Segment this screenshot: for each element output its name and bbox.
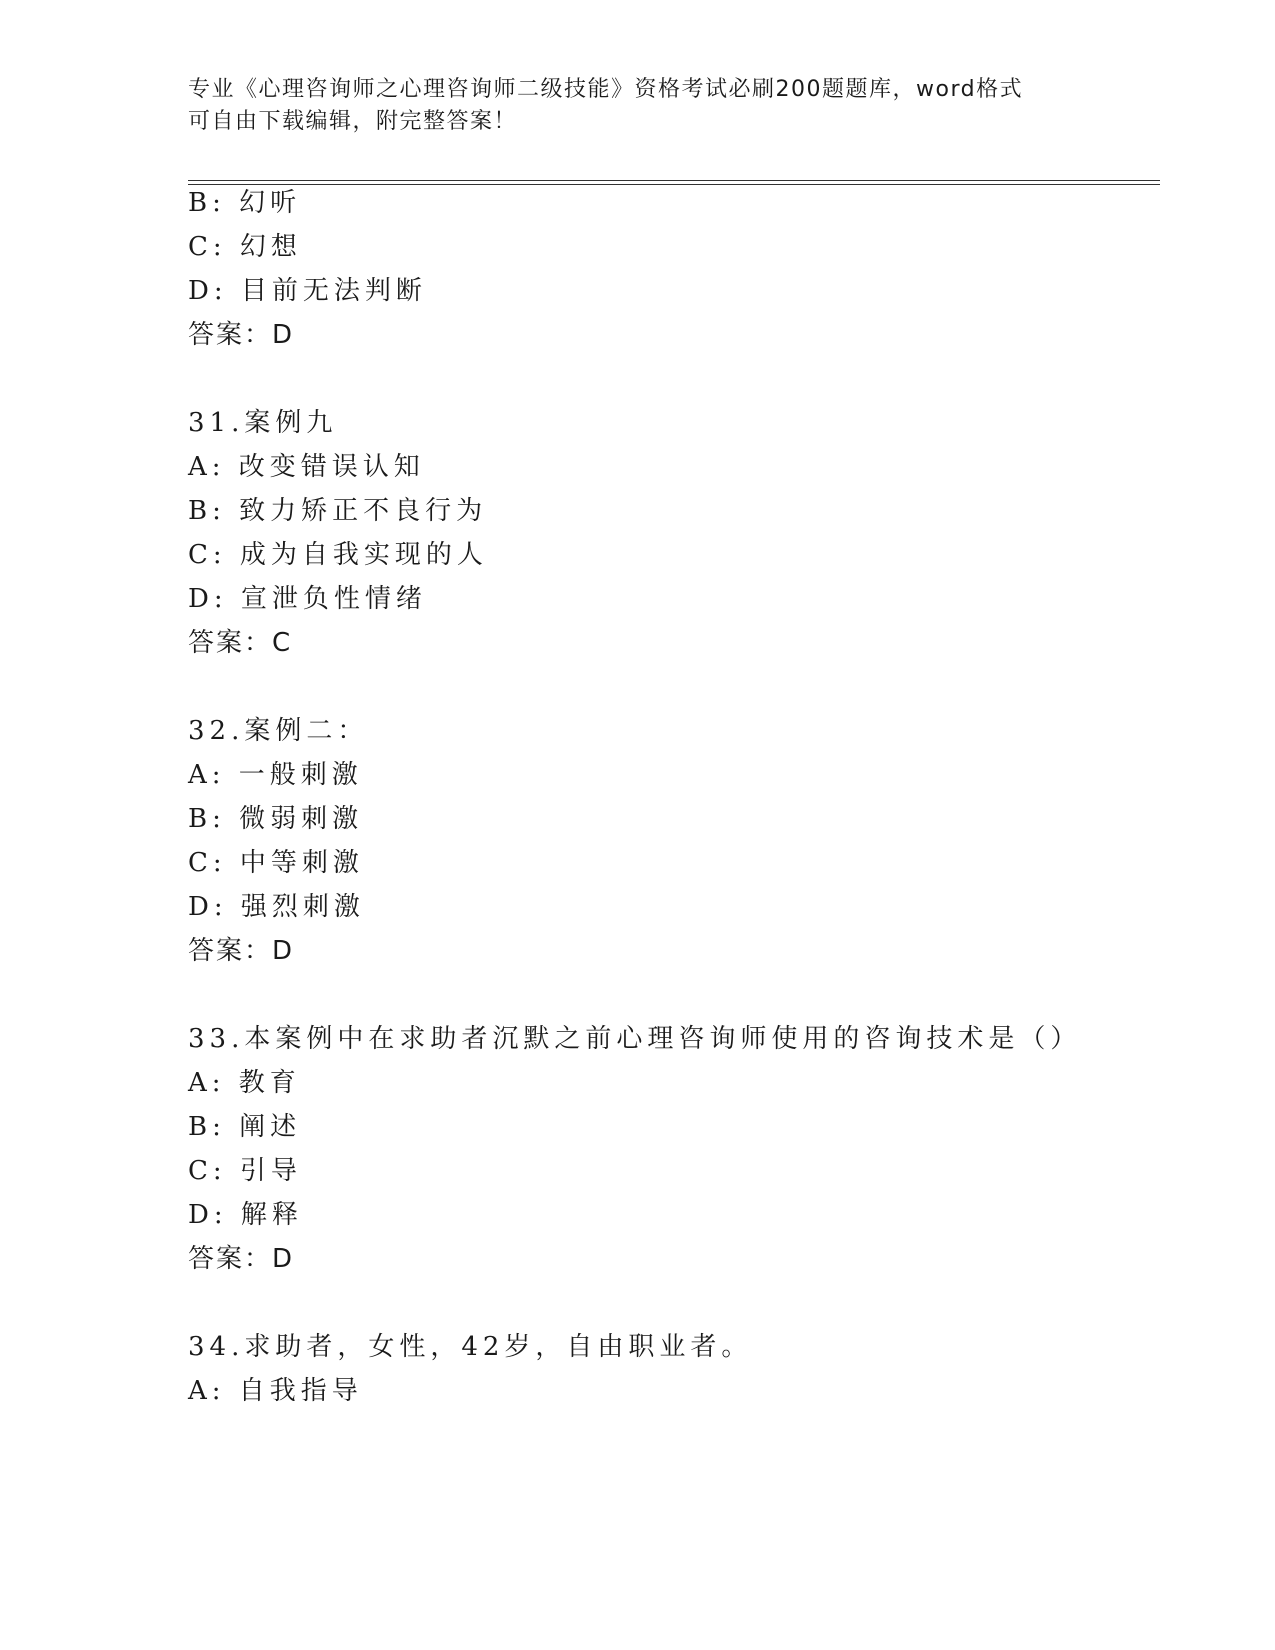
header-line-1: 专业《心理咨询师之心理咨询师二级技能》资格考试必刷200题题库，word格式 [188, 77, 1024, 102]
question-stem: 32.案例二： [188, 716, 369, 746]
option-line: A: 教育 [188, 1068, 301, 1098]
option-line: D: 解释 [188, 1200, 303, 1230]
header-rule-top [188, 180, 1160, 181]
option-line: C: 中等刺激 [188, 848, 364, 878]
document-header [188, 74, 1088, 138]
option-line: D: 宣泄负性情绪 [188, 584, 427, 614]
option-line: B: 幻听 [188, 188, 302, 218]
answer-line: 答案：D [188, 936, 295, 966]
header-rule-bottom [188, 184, 1160, 185]
question-stem: 34.求助者，女性，42岁，自由职业者。 [188, 1332, 753, 1362]
answer-line: 答案：C [188, 628, 293, 658]
option-line: A: 自我指导 [188, 1376, 363, 1406]
answer-line: 答案：D [188, 320, 295, 350]
header-line-2: 可自由下载编辑，附完整答案！ [188, 109, 518, 134]
question-stem: 31.案例九 [188, 408, 338, 438]
option-line: B: 微弱刺激 [188, 804, 364, 834]
option-line: C: 引导 [188, 1156, 302, 1186]
question-stem: 33.本案例中在求助者沉默之前心理咨询师使用的咨询技术是（） [188, 1024, 1082, 1054]
option-line: B: 致力矫正不良行为 [188, 496, 488, 526]
option-line: C: 幻想 [188, 232, 302, 262]
option-line: B: 阐述 [188, 1112, 302, 1142]
option-line: D: 强烈刺激 [188, 892, 365, 922]
answer-line: 答案：D [188, 1244, 295, 1274]
option-line: D: 目前无法判断 [188, 276, 427, 306]
option-line: C: 成为自我实现的人 [188, 540, 488, 570]
option-line: A: 改变错误认知 [188, 452, 425, 482]
option-line: A: 一般刺激 [188, 760, 363, 790]
